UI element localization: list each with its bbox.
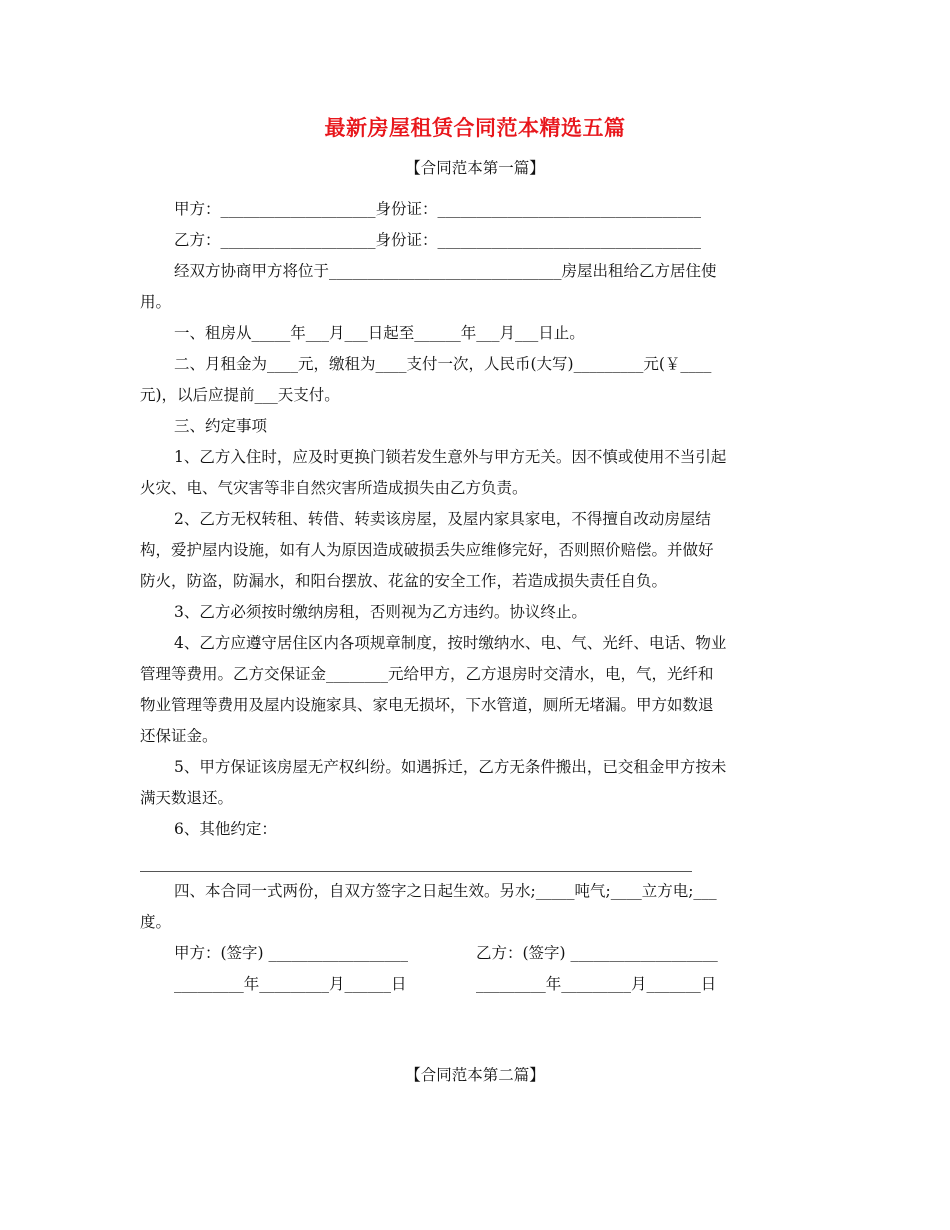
document-title: 最新房屋租赁合同范本精选五篇 xyxy=(324,116,626,140)
agreed-items-heading: 三、约定事项 xyxy=(174,417,268,435)
party-b-date: _________年_________月_______日 xyxy=(476,975,717,993)
item-4-cont-3: 还保证金。 xyxy=(140,727,218,745)
item-5: 5、甲方保证该房屋无产权纠纷。如遇拆迁，乙方无条件搬出，已交租金甲方按未 xyxy=(174,758,727,776)
party-a-date: _________年_________月______日 xyxy=(174,975,407,993)
item-1-cont: 火灾、电、气灾害等非自然灾害所造成损失由乙方负责。 xyxy=(140,479,528,497)
signature-row xyxy=(140,938,812,969)
item-5-cont: 满天数退还。 xyxy=(140,789,234,807)
party-b-line: 乙方：____________________身份证：__________________________________ xyxy=(174,231,702,249)
date-row xyxy=(140,969,812,1000)
item-6: 6、其他约定： xyxy=(174,820,277,838)
other-terms-blank xyxy=(140,845,812,876)
rent-clause-cont: 元)，以后应提前___天支付。 xyxy=(140,386,340,404)
property-line: 经双方协商甲方将位于______________________________房屋出租给乙方居住使 xyxy=(174,262,717,280)
item-4-cont-2: 物业管理等费用及屋内设施家具、家电无损坏，下水管道，厕所无堵漏。甲方如数退 xyxy=(140,696,714,714)
contract-body xyxy=(140,194,812,1000)
item-2-cont-2: 防火，防盗，防漏水，和阳台摆放、花盆的安全工作，若造成损失责任自负。 xyxy=(140,572,668,590)
item-4-cont-1: 管理等费用。乙方交保证金________元给甲方，乙方退房时交清水，电，气，光纤和 xyxy=(140,665,714,683)
rent-clause: 二、月租金为____元，缴租为____支付一次，人民币(大写)_________元(￥____ xyxy=(174,355,712,373)
item-2-cont-1: 构，爱护屋内设施，如有人为原因造成破损丢失应维修完好，否则照价赔偿。并做好 xyxy=(140,541,714,559)
section-heading-1: 【合同范本第一篇】 xyxy=(405,159,545,177)
party-a-line: 甲方：____________________身份证：__________________________________ xyxy=(174,200,702,218)
clause-4: 四、本合同一式两份，自双方签字之日起生效。另水;_____吨气;____立方电;___ xyxy=(174,882,717,900)
term-clause: 一、租房从_____年___月___日起至______年___月___日止。 xyxy=(174,324,585,342)
party-a-signature: 甲方：(签字) __________________ xyxy=(174,944,409,962)
clause-4-cont: 度。 xyxy=(140,913,172,931)
item-3: 3、乙方必须按时缴纳房租，否则视为乙方违约。协议终止。 xyxy=(174,603,587,621)
item-1: 1、乙方入住时，应及时更换门锁若发生意外与甲方无关。因不慎或使用不当引起 xyxy=(174,448,727,466)
party-b-signature: 乙方：(签字) ___________________ xyxy=(476,944,718,962)
property-line-cont: 用。 xyxy=(140,293,172,311)
blank-underline xyxy=(140,871,692,872)
section-heading-2: 【合同范本第二篇】 xyxy=(405,1066,545,1084)
item-2: 2、乙方无权转租、转借、转卖该房屋，及屋内家具家电，不得擅自改动房屋结 xyxy=(174,510,711,528)
item-4: 4、乙方应遵守居住区内各项规章制度，按时缴纳水、电、气、光纤、电话、物业 xyxy=(174,634,727,652)
